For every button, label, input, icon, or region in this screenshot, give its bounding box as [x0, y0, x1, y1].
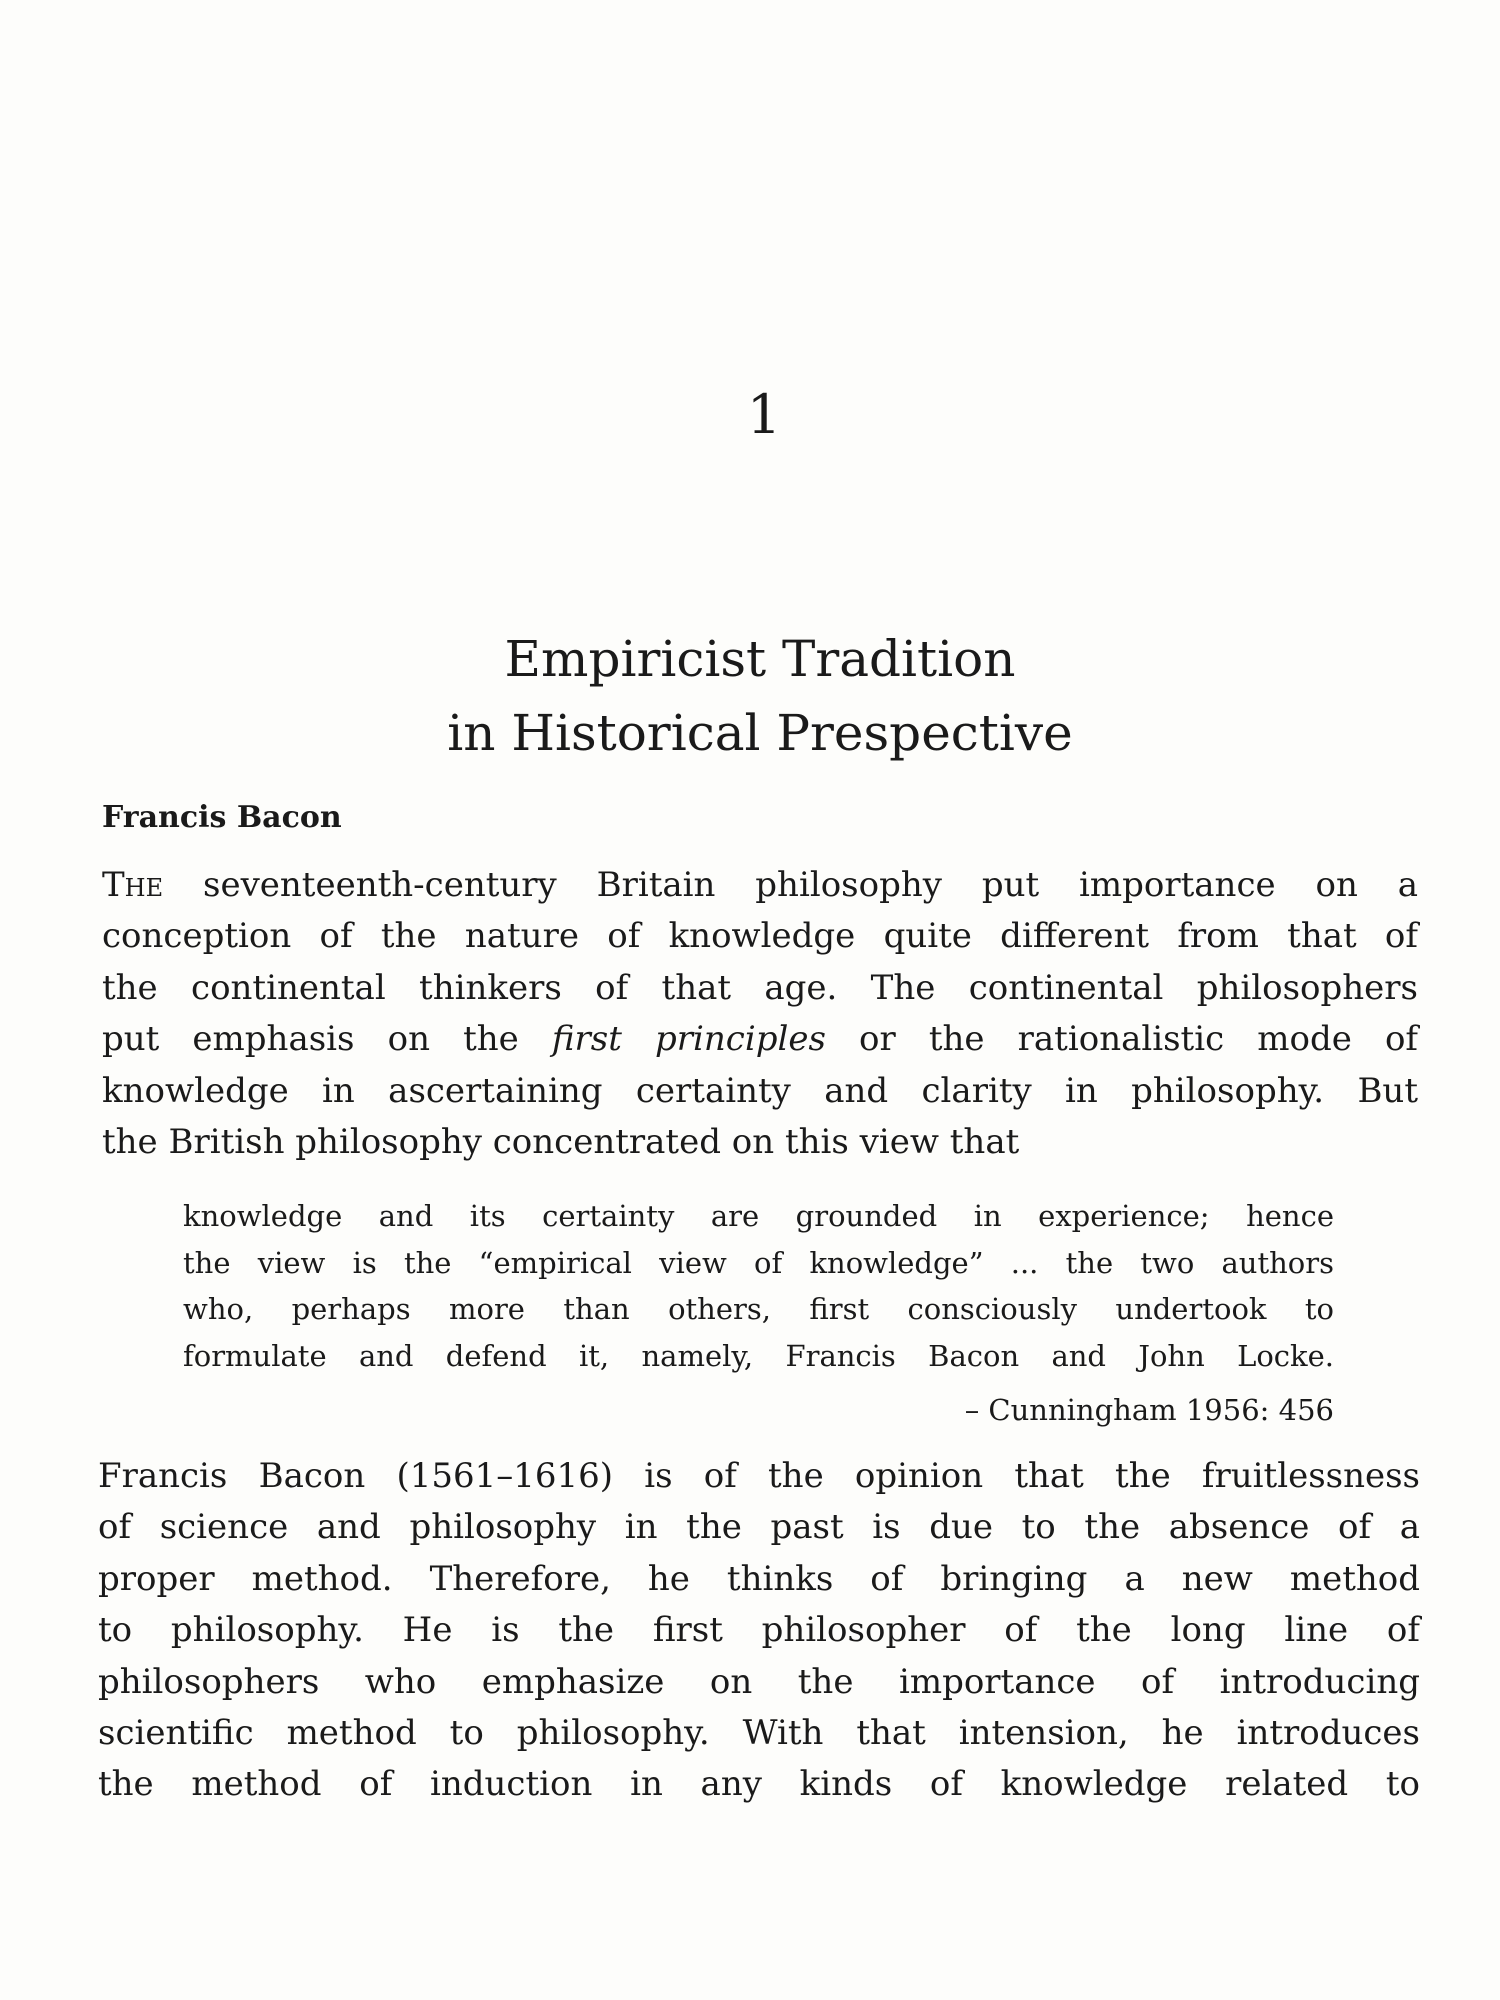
italic-phrase: first principles [551, 1019, 826, 1060]
chapter-number: 1 [746, 383, 782, 446]
line-text: or the rationalistic mode of [825, 1019, 1418, 1060]
lead-word: The [102, 865, 164, 905]
paragraph-1-line-2: conception of the nature of knowledge quite different from that of [102, 916, 1418, 957]
paragraph-1-line-6: the British philosophy concentrated on this view that [102, 1122, 1020, 1163]
paragraph-1-line-4 [102, 1014, 1418, 1065]
paragraph-2 [98, 1451, 1420, 1811]
line-text: seventeenth-century Britain philosophy put importance on a [163, 865, 1418, 905]
paragraph-2-line-2: of science and philosophy in the past is due to the absence of a [98, 1507, 1420, 1548]
block-quote [183, 1193, 1334, 1379]
paragraph-2-line-6: scientific method to philosophy. With that intension, he introduces [98, 1713, 1420, 1754]
paragraph-1-line-1 [102, 860, 1418, 911]
quote-line-1: knowledge and its certainty are grounded in experience; hence [183, 1199, 1334, 1233]
chapter-title-line-2: in Historical Prespective [447, 704, 1073, 762]
paragraph-1 [102, 860, 1418, 1168]
paragraph-2-line-3: proper method. Therefore, he thinks of bringing a new method [98, 1558, 1420, 1599]
line-text: put emphasis on the [102, 1019, 552, 1060]
paragraph-1-line-5: knowledge in ascertaining certainty and clarity in philosophy. But [102, 1070, 1418, 1111]
quote-attribution: – Cunningham 1956: 456 [964, 1393, 1334, 1427]
section-heading: Francis Bacon [102, 800, 342, 835]
paragraph-2-line-1: Francis Bacon (1561–1616) is of the opinion that the fruitlessness [98, 1456, 1420, 1496]
quote-line-2: the view is the “empirical view of knowledge” ... the two authors [183, 1245, 1334, 1280]
chapter-title [0, 622, 1500, 770]
paragraph-2-line-5: philosophers who emphasize on the importance of introducing [98, 1661, 1420, 1702]
chapter-title-line-1: Empiricist Tradition [504, 630, 1016, 688]
paragraph-2-line-7: the method of induction in any kinds of knowledge related to [98, 1764, 1420, 1805]
paragraph-1-line-3: the continental thinkers of that age. The continental philosophers [102, 967, 1418, 1008]
quote-line-3: who, perhaps more than others, first consciously undertook to [183, 1292, 1334, 1326]
quote-line-4: formulate and defend it, namely, Francis Bacon and John Locke. [183, 1338, 1334, 1373]
paragraph-2-line-4: to philosophy. He is the first philosopher of the long line of [98, 1610, 1420, 1651]
